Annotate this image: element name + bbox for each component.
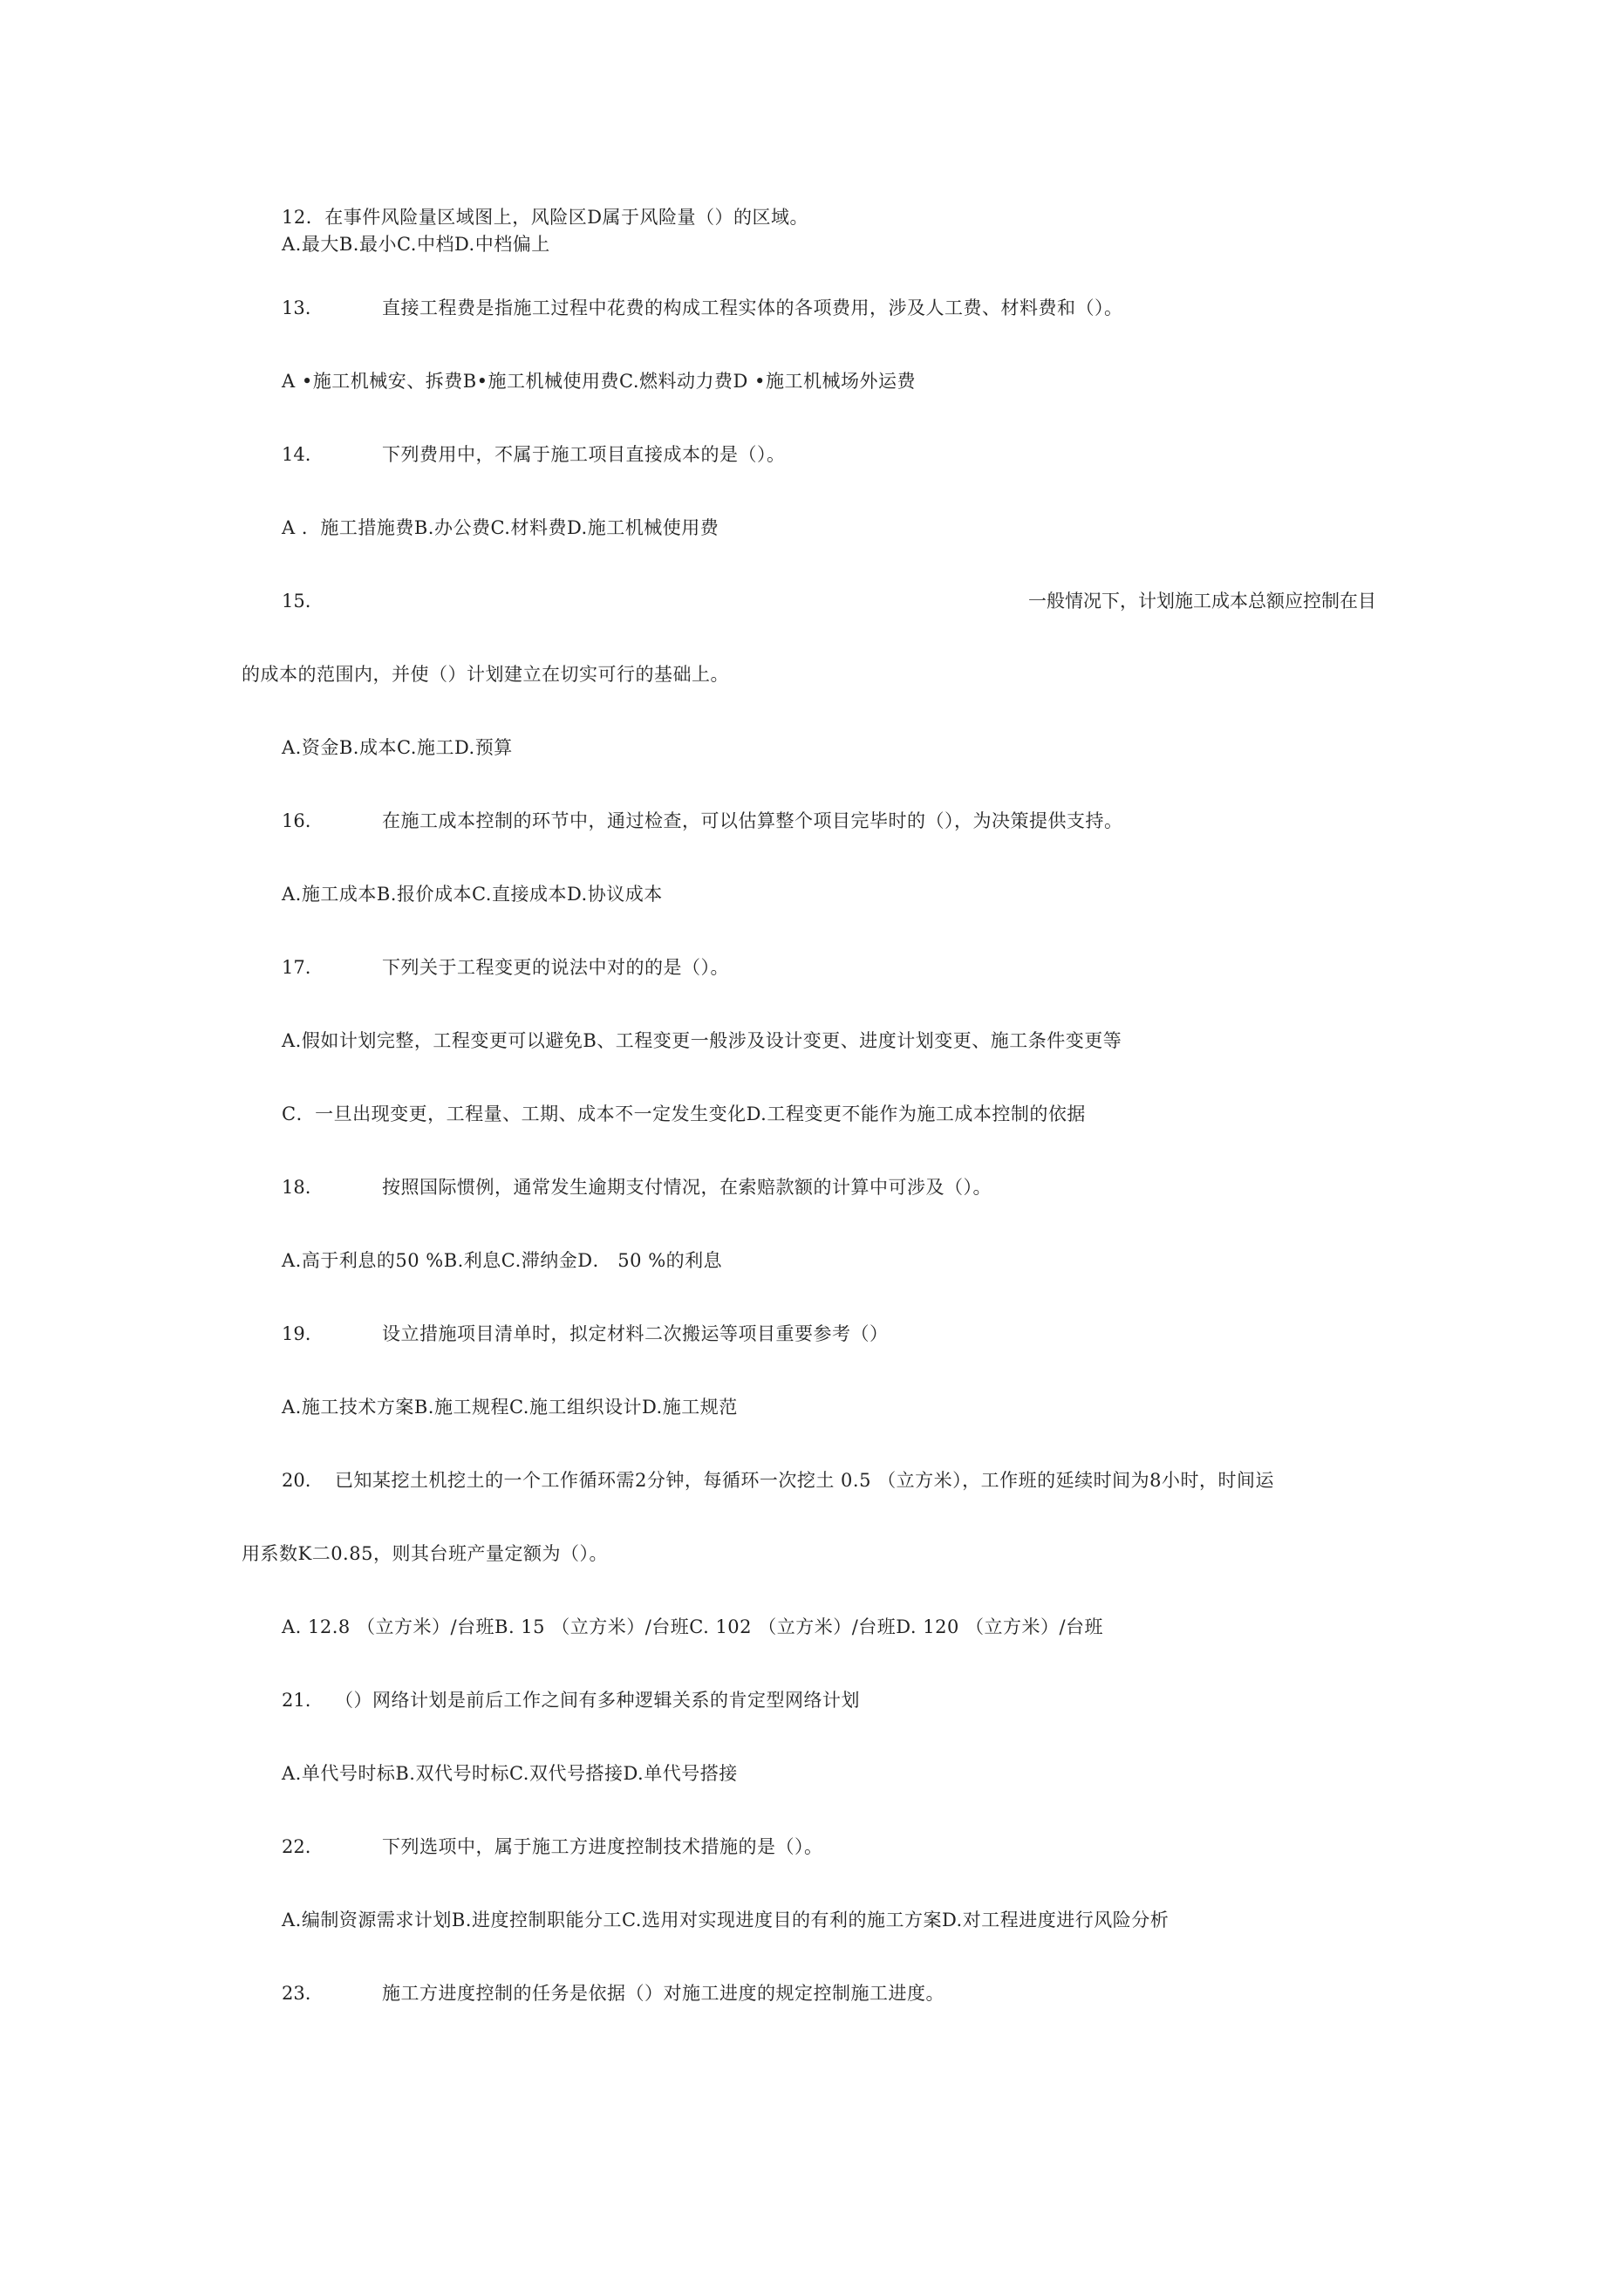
question-22-options: A.编制资源需求计划B.进度控制职能分工C.选用对实现进度目的有利的施工方案D.对工程进度进行风险分析 — [282, 1910, 1170, 1930]
question-22-number: 22. — [282, 1836, 311, 1857]
question-19-number: 19. — [282, 1323, 311, 1344]
question-16-number: 16. — [282, 810, 311, 831]
question-17-options-line-2: C．一旦出现变更，工程量、工期、成本不一定发生变化D.工程变更不能作为施工成本控制的依据 — [282, 1104, 1086, 1124]
question-12-options: A.最大B.最小C.中档D.中档偏上 — [282, 234, 550, 255]
question-17-stem: 下列关于工程变更的说法中对的的是（）。 — [382, 957, 729, 978]
question-13-stem: 直接工程费是指施工过程中花费的构成工程实体的各项费用，涉及人工费、材料费和（）。 — [382, 297, 1123, 318]
question-15-number: 15. — [282, 591, 311, 612]
question-14-options: A ．施工措施费B.办公费C.材料费D.施工机械使用费 — [282, 517, 719, 538]
question-23-number: 23. — [282, 1983, 311, 2004]
question-16-options: A.施工成本B.报价成本C.直接成本D.协议成本 — [282, 884, 663, 905]
question-14-stem: 下列费用中，不属于施工项目直接成本的是（）。 — [382, 444, 786, 465]
question-18-number: 18. — [282, 1177, 311, 1198]
question-13-options: A •施工机械安、拆费B•施工机械使用费C.燃料动力费D •施工机械场外运费 — [282, 371, 916, 392]
question-13-number: 13. — [282, 297, 311, 318]
question-19-options: A.施工技术方案B.施工规程C.施工组织设计D.施工规范 — [282, 1397, 738, 1418]
question-21-options: A.单代号时标B.双代号时标C.双代号搭接D.单代号搭接 — [282, 1763, 738, 1784]
question-17-number: 17. — [282, 957, 311, 978]
question-20-stem-continued: 用系数K二0.85，则其台班产量定额为（）。 — [242, 1543, 608, 1564]
question-14-number: 14. — [282, 444, 311, 465]
question-21-number: 21. — [282, 1690, 311, 1711]
question-17-options-line-1: A.假如计划完整，工程变更可以避免B、工程变更一般涉及设计变更、进度计划变更、施工条件变更等 — [282, 1030, 1122, 1051]
question-20-stem: 已知某挖土机挖土的一个工作循环需2分钟，每循环一次挖土 0.5 （立方米），工作班的延续时间为8小时，时间运 — [335, 1470, 1274, 1491]
question-23-stem: 施工方进度控制的任务是依据（）对施工进度的规定控制施工进度。 — [382, 1983, 944, 2004]
question-16-stem: 在施工成本控制的环节中，通过检查，可以估算整个项目完毕时的（），为决策提供支持。 — [382, 810, 1123, 831]
question-15-options: A.资金B.成本C.施工D.预算 — [282, 737, 513, 758]
question-21-stem: （）网络计划是前后工作之间有多种逻辑关系的肯定型网络计划 — [335, 1690, 860, 1711]
question-18-options: A.高于利息的50 %B.利息C.滞纳金D． 50 %的利息 — [282, 1250, 723, 1271]
question-20-number: 20. — [282, 1470, 311, 1491]
question-15-stem-continued: 的成本的范围内，并使（）计划建立在切实可行的基础上。 — [242, 664, 729, 685]
question-15-stem: 一般情况下，计划施工成本总额应控制在目 — [1028, 591, 1376, 612]
question-18-stem: 按照国际惯例，通常发生逾期支付情况，在索赔款额的计算中可涉及（）。 — [382, 1177, 992, 1198]
question-19-stem: 设立措施项目清单时，拟定材料二次搬运等项目重要参考（） — [382, 1323, 889, 1344]
question-12-stem: 12．在事件风险量区域图上，风险区D属于风险量（）的区域。 — [282, 207, 809, 228]
question-22-stem: 下列选项中，属于施工方进度控制技术措施的是（）。 — [382, 1836, 823, 1857]
question-20-options: A. 12.8 （立方米）/台班B. 15 （立方米）/台班C. 102 （立方米）/台班D. 120 （立方米）/台班 — [282, 1616, 1104, 1637]
